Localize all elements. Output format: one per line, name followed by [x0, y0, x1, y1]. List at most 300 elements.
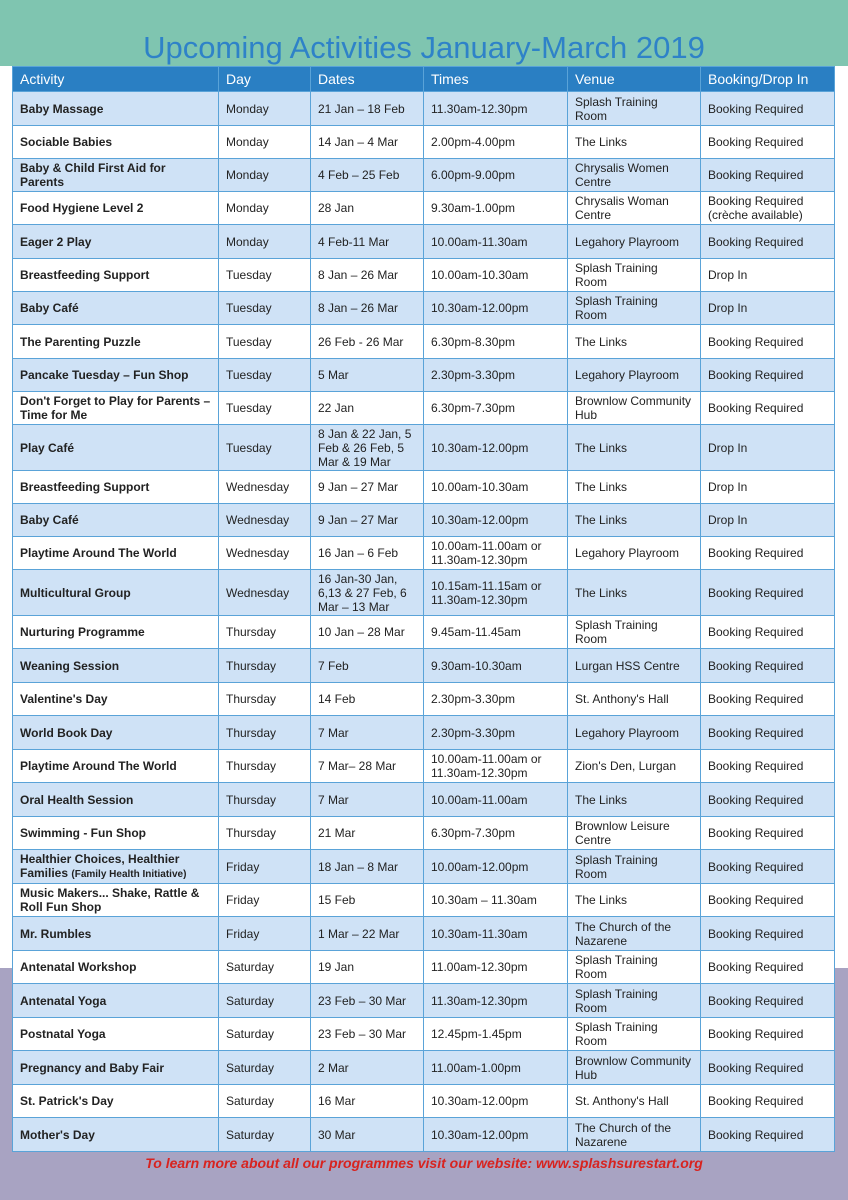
booking-text: Drop In [708, 513, 748, 527]
booking-cell [701, 1051, 835, 1085]
day-cell [219, 884, 311, 917]
dates-cell [311, 259, 424, 292]
times-cell [424, 716, 568, 750]
venue-text: The Links [575, 135, 628, 149]
venue-cell [568, 716, 701, 750]
dates-text: 5 Mar [318, 368, 349, 382]
day-text: Wednesday [226, 480, 290, 494]
activity-cell [13, 683, 219, 716]
venue-cell [568, 126, 701, 159]
table-row [13, 884, 835, 917]
venue-text: The Links [575, 334, 628, 349]
day-text: Saturday [226, 993, 275, 1008]
activity-text: St. Patrick's Day [20, 1094, 114, 1108]
booking-text: Booking Required (crèche available) [708, 194, 804, 222]
table-row [13, 92, 835, 126]
venue-cell [568, 471, 701, 504]
table-row [13, 783, 835, 817]
venue-text: The Links [575, 440, 628, 455]
venue-cell [568, 1085, 701, 1118]
times-cell [424, 225, 568, 259]
activities-table [12, 66, 835, 1152]
table-row [13, 325, 835, 359]
table-row [13, 259, 835, 292]
table-row [13, 1051, 835, 1085]
dates-cell [311, 783, 424, 817]
day-cell [219, 537, 311, 570]
activity-cell [13, 716, 219, 750]
activity-text: Pancake Tuesday – Fun Shop [20, 368, 189, 382]
dates-cell [311, 192, 424, 225]
dates-cell [311, 126, 424, 159]
activity-cell [13, 192, 219, 225]
table-row [13, 649, 835, 683]
times-text: 6.30pm-7.30pm [431, 401, 516, 415]
times-cell [424, 817, 568, 850]
day-cell [219, 225, 311, 259]
venue-cell [568, 649, 701, 683]
times-cell [424, 750, 568, 783]
dates-text: 19 Jan [318, 960, 355, 974]
booking-text: Booking Required [708, 926, 804, 941]
venue-cell [568, 504, 701, 537]
booking-cell [701, 683, 835, 716]
activity-text: Mr. Rumbles [20, 926, 92, 941]
venue-text: Legahory Playroom [575, 368, 680, 382]
dates-text: 15 Feb [318, 893, 356, 907]
dates-text: 8 Jan – 26 Mar [318, 301, 399, 315]
dates-cell [311, 616, 424, 649]
times-text: 10.30am-12.00pm [431, 440, 529, 455]
times-cell [424, 92, 568, 126]
dates-text: 7 Mar [318, 792, 349, 807]
booking-text: Drop In [708, 268, 748, 282]
times-text: 9.30am-1.00pm [431, 201, 516, 215]
booking-text: Booking Required [708, 658, 804, 673]
booking-cell [701, 1018, 835, 1051]
day-text: Saturday [226, 1094, 275, 1108]
activity-text: Baby & Child First Aid for Parents [20, 161, 166, 189]
times-cell [424, 471, 568, 504]
booking-cell [701, 1085, 835, 1118]
activity-text: Nurturing Programme [20, 625, 145, 639]
booking-cell [701, 92, 835, 126]
dates-cell [311, 570, 424, 616]
day-text: Thursday [226, 692, 277, 706]
activity-cell [13, 325, 219, 359]
day-text: Tuesday [226, 440, 272, 455]
booking-cell [701, 359, 835, 392]
venue-text: Splash Training Room [575, 618, 658, 646]
times-text: 10.00am-11.00am [431, 792, 528, 807]
dates-text: 21 Jan – 18 Feb [318, 101, 405, 116]
day-text: Tuesday [226, 368, 272, 382]
table-row [13, 716, 835, 750]
venue-cell [568, 225, 701, 259]
venue-text: Zion's Den, Lurgan [575, 759, 677, 773]
day-cell [219, 783, 311, 817]
times-cell [424, 159, 568, 192]
table-row [13, 817, 835, 850]
dates-cell [311, 683, 424, 716]
activity-cell [13, 259, 219, 292]
booking-text: Booking Required [708, 585, 804, 600]
venue-text: The Links [575, 480, 628, 494]
venue-text: St. Anthony's Hall [575, 692, 669, 706]
activity-text: Antenatal Yoga [20, 993, 107, 1008]
booking-cell [701, 259, 835, 292]
activity-text: Breastfeeding Support [20, 268, 150, 282]
day-cell [219, 1051, 311, 1085]
dates-cell [311, 951, 424, 984]
times-cell [424, 951, 568, 984]
venue-text: Brownlow Community Hub [575, 1053, 692, 1082]
venue-text: Splash Training Room [575, 294, 658, 322]
times-cell [424, 1018, 568, 1051]
venue-text: Chrysalis Women Centre [575, 161, 669, 189]
dates-text: 9 Jan – 27 Mar [318, 480, 399, 494]
times-cell [424, 425, 568, 471]
venue-text: The Links [575, 893, 628, 907]
booking-text: Drop In [708, 480, 748, 494]
activity-note-text: (Family Health Initiative) [71, 868, 187, 880]
booking-text: Booking Required [708, 168, 804, 182]
dates-cell [311, 1118, 424, 1152]
day-text: Wednesday [226, 585, 290, 600]
dates-text: 23 Feb – 30 Mar [318, 1027, 407, 1041]
activity-cell [13, 159, 219, 192]
times-text: 10.30am – 11.30am [431, 893, 537, 907]
times-cell [424, 570, 568, 616]
times-text: 10.30am-12.00pm [431, 301, 529, 315]
booking-cell [701, 649, 835, 683]
day-cell [219, 716, 311, 750]
dates-cell [311, 716, 424, 750]
booking-cell [701, 616, 835, 649]
day-text: Saturday [226, 1027, 275, 1041]
times-text: 11.30am-12.30pm [431, 993, 528, 1008]
times-text: 10.00am-12.00pm [431, 859, 529, 874]
activity-cell [13, 917, 219, 951]
booking-text: Booking Required [708, 692, 804, 706]
times-text: 10.30am-12.00pm [431, 1094, 529, 1108]
booking-cell [701, 783, 835, 817]
activity-cell [13, 850, 219, 884]
header-day: Day [219, 67, 311, 92]
venue-text: Splash Training Room [575, 261, 658, 289]
day-cell [219, 917, 311, 951]
day-text: Monday [226, 201, 269, 215]
venue-cell [568, 570, 701, 616]
times-cell [424, 917, 568, 951]
venue-cell [568, 359, 701, 392]
venue-cell [568, 1118, 701, 1152]
booking-text: Booking Required [708, 960, 804, 974]
booking-cell [701, 126, 835, 159]
venue-text: The Links [575, 585, 628, 600]
booking-cell [701, 570, 835, 616]
activity-cell [13, 471, 219, 504]
header-venue: Venue [568, 67, 701, 92]
day-text: Thursday [226, 759, 277, 773]
day-text: Tuesday [226, 401, 272, 415]
dates-cell [311, 504, 424, 537]
times-text: 10.15am-11.15am or 11.30am-12.30pm [431, 578, 542, 607]
times-cell [424, 359, 568, 392]
venue-cell [568, 192, 701, 225]
venue-cell [568, 817, 701, 850]
table-row [13, 850, 835, 884]
booking-text: Booking Required [708, 792, 804, 807]
times-cell [424, 683, 568, 716]
table-row [13, 750, 835, 783]
header-booking: Booking/Drop In [701, 67, 835, 92]
activity-text: Baby Café [20, 513, 79, 527]
day-text: Thursday [226, 625, 277, 639]
table-row [13, 951, 835, 984]
venue-text: Splash Training Room [575, 94, 658, 123]
venue-cell [568, 683, 701, 716]
day-text: Tuesday [226, 268, 272, 282]
dates-text: 22 Jan [318, 401, 355, 415]
activity-cell [13, 1085, 219, 1118]
venue-text: Legahory Playroom [575, 546, 680, 560]
times-cell [424, 192, 568, 225]
activity-text: Playtime Around The World [20, 759, 177, 773]
activity-cell [13, 884, 219, 917]
booking-cell [701, 716, 835, 750]
activity-text: Music Makers... Shake, Rattle & Roll Fun Shop [20, 886, 200, 914]
dates-cell [311, 225, 424, 259]
activity-text: Pregnancy and Baby Fair [20, 1060, 165, 1075]
booking-text: Booking Required [708, 101, 804, 116]
activity-cell [13, 817, 219, 850]
times-cell [424, 504, 568, 537]
booking-text: Booking Required [708, 546, 804, 560]
activity-cell [13, 951, 219, 984]
activity-text: Sociable Babies [20, 135, 113, 149]
venue-text: Splash Training Room [575, 1020, 658, 1048]
activity-text: Healthier Choices, Healthier Families [20, 851, 180, 880]
day-cell [219, 471, 311, 504]
venue-text: Splash Training Room [575, 852, 658, 881]
booking-text: Booking Required [708, 826, 804, 840]
dates-cell [311, 471, 424, 504]
table-row [13, 126, 835, 159]
footer-website-note: To learn more about all our programmes visit our website: www.splashsurestart.org [145, 1155, 703, 1171]
dates-cell [311, 359, 424, 392]
day-cell [219, 504, 311, 537]
day-text: Thursday [226, 725, 277, 740]
activity-cell [13, 616, 219, 649]
activity-text: Baby Massage [20, 101, 104, 116]
venue-text: Legahory Playroom [575, 234, 680, 249]
times-cell [424, 616, 568, 649]
activity-cell [13, 392, 219, 425]
venue-cell [568, 325, 701, 359]
venue-cell [568, 616, 701, 649]
day-cell [219, 1118, 311, 1152]
table-row [13, 917, 835, 951]
booking-text: Booking Required [708, 368, 804, 382]
dates-text: 1 Mar – 22 Mar [318, 926, 400, 941]
dates-cell [311, 92, 424, 126]
activity-cell [13, 537, 219, 570]
activity-text: Weaning Session [20, 658, 120, 673]
day-text: Tuesday [226, 301, 272, 315]
venue-cell [568, 292, 701, 325]
activity-text: The Parenting Puzzle [20, 334, 141, 349]
activity-text: Valentine's Day [20, 692, 108, 706]
activity-cell [13, 1118, 219, 1152]
booking-text: Booking Required [708, 859, 804, 874]
booking-cell [701, 225, 835, 259]
day-text: Thursday [226, 658, 277, 673]
day-cell [219, 392, 311, 425]
day-cell [219, 126, 311, 159]
dates-text: 8 Jan & 22 Jan, 5 Feb & 26 Feb, 5 Mar & 19 Mar [318, 426, 412, 469]
venue-text: Lurgan HSS Centre [575, 658, 680, 673]
activity-text: Food Hygiene Level 2 [20, 201, 144, 215]
dates-text: 9 Jan – 27 Mar [318, 513, 399, 527]
table-body [13, 92, 835, 1152]
day-cell [219, 616, 311, 649]
booking-cell [701, 917, 835, 951]
booking-cell [701, 750, 835, 783]
times-text: 10.30am-12.00pm [431, 513, 529, 527]
dates-text: 14 Feb [318, 692, 356, 706]
day-cell [219, 1085, 311, 1118]
dates-text: 28 Jan [318, 201, 355, 215]
activity-cell [13, 504, 219, 537]
times-text: 6.00pm-9.00pm [431, 168, 516, 182]
times-cell [424, 537, 568, 570]
activity-cell [13, 783, 219, 817]
times-cell [424, 259, 568, 292]
day-text: Thursday [226, 826, 277, 840]
activity-text: Eager 2 Play [20, 234, 92, 249]
times-text: 6.30pm-8.30pm [431, 334, 516, 349]
activity-cell [13, 649, 219, 683]
booking-cell [701, 392, 835, 425]
times-text: 11.00am-1.00pm [431, 1060, 521, 1075]
table-row [13, 1018, 835, 1051]
dates-cell [311, 1085, 424, 1118]
day-text: Monday [226, 101, 269, 116]
day-cell [219, 192, 311, 225]
day-cell [219, 92, 311, 126]
times-cell [424, 884, 568, 917]
venue-cell [568, 884, 701, 917]
booking-cell [701, 425, 835, 471]
times-text: 2.00pm-4.00pm [431, 135, 516, 149]
dates-cell [311, 325, 424, 359]
times-cell [424, 783, 568, 817]
day-text: Saturday [226, 1060, 275, 1075]
activity-text: Swimming - Fun Shop [20, 826, 146, 840]
day-cell [219, 817, 311, 850]
times-text: 6.30pm-7.30pm [431, 826, 516, 840]
day-text: Friday [226, 926, 260, 941]
activity-cell [13, 225, 219, 259]
venue-text: Splash Training Room [575, 986, 658, 1015]
table-row [13, 192, 835, 225]
times-cell [424, 126, 568, 159]
venue-text: The Church of the Nazarene [575, 919, 672, 948]
times-text: 10.00am-10.30am [431, 480, 529, 494]
venue-cell [568, 159, 701, 192]
day-text: Monday [226, 135, 269, 149]
venue-text: Chrysalis Woman Centre [575, 194, 669, 222]
day-text: Friday [226, 893, 260, 907]
day-cell [219, 425, 311, 471]
day-text: Tuesday [226, 334, 272, 349]
venue-cell [568, 537, 701, 570]
dates-text: 30 Mar [318, 1127, 356, 1142]
times-cell [424, 984, 568, 1018]
day-cell [219, 951, 311, 984]
dates-cell [311, 159, 424, 192]
times-cell [424, 292, 568, 325]
table-row [13, 616, 835, 649]
booking-text: Booking Required [708, 1127, 804, 1142]
times-text: 10.00am-11.30am [431, 234, 528, 249]
times-text: 2.30pm-3.30pm [431, 368, 516, 382]
booking-text: Booking Required [708, 1094, 804, 1108]
activity-text: Breastfeeding Support [20, 480, 150, 494]
venue-cell [568, 1051, 701, 1085]
venue-cell [568, 1018, 701, 1051]
times-text: 11.30am-12.30pm [431, 101, 528, 116]
page-title: Upcoming Activities January-March 2019 [143, 30, 705, 65]
venue-text: The Links [575, 792, 628, 807]
activity-text: Play Café [20, 440, 75, 455]
dates-cell [311, 425, 424, 471]
dates-text: 16 Mar [318, 1094, 356, 1108]
activity-cell [13, 292, 219, 325]
table-row [13, 225, 835, 259]
dates-cell [311, 984, 424, 1018]
day-text: Monday [226, 168, 269, 182]
venue-text: St. Anthony's Hall [575, 1094, 669, 1108]
activity-text: Multicultural Group [20, 585, 131, 600]
day-text: Wednesday [226, 546, 290, 560]
activity-text: Oral Health Session [20, 792, 134, 807]
table-row [13, 392, 835, 425]
dates-text: 26 Feb - 26 Mar [318, 334, 404, 349]
day-cell [219, 750, 311, 783]
venue-cell [568, 392, 701, 425]
day-cell [219, 850, 311, 884]
dates-text: 14 Jan – 4 Mar [318, 135, 399, 149]
venue-text: Brownlow Community Hub [575, 394, 692, 422]
dates-text: 23 Feb – 30 Mar [318, 993, 407, 1008]
booking-cell [701, 984, 835, 1018]
day-text: Friday [226, 859, 260, 874]
booking-text: Booking Required [708, 1060, 804, 1075]
activity-text: Antenatal Workshop [20, 960, 137, 974]
day-cell [219, 570, 311, 616]
booking-cell [701, 292, 835, 325]
table-row [13, 537, 835, 570]
dates-text: 7 Feb [318, 658, 349, 673]
activity-text: Postnatal Yoga [20, 1027, 106, 1041]
booking-cell [701, 537, 835, 570]
venue-text: The Church of the Nazarene [575, 1120, 672, 1149]
venue-cell [568, 259, 701, 292]
dates-text: 16 Jan – 6 Feb [318, 546, 399, 560]
dates-cell [311, 1051, 424, 1085]
